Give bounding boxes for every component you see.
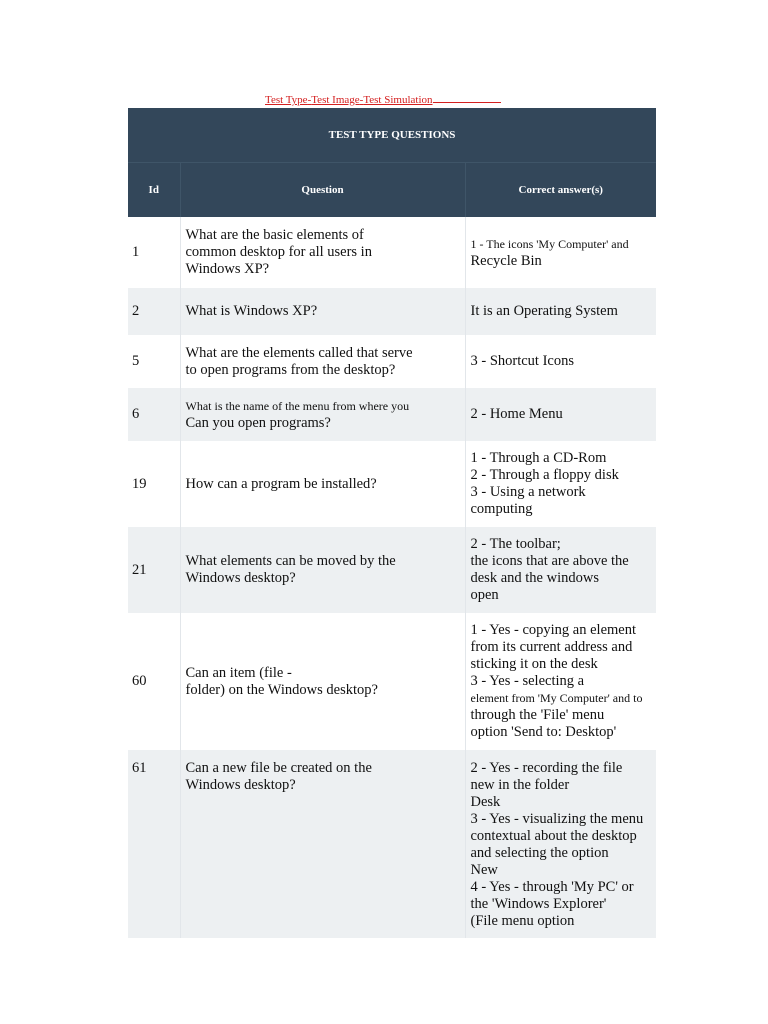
answer-text-line: sticking it on the desk <box>470 656 598 672</box>
question-text-line: What are the basic elements of <box>185 227 364 243</box>
question-text-line: Can an item (file - <box>185 664 292 681</box>
row-id-cell: 6 <box>128 388 180 441</box>
answer-text-line: Desk <box>470 794 501 810</box>
question-text-line: Can a new file be created on the <box>185 760 372 776</box>
answer-text-line: 1 - The icons 'My Computer' and <box>470 236 629 251</box>
question-text-line: Can you open programs? <box>185 414 331 431</box>
question-text-line: common desktop for all users in <box>185 244 372 260</box>
table-row <box>128 217 656 288</box>
question-text-line: What is Windows XP? <box>185 303 318 319</box>
row-question-cell <box>180 217 465 288</box>
answer-text-line: option 'Send to: Desktop' <box>470 724 617 740</box>
answer-text-line: 1 - Through a CD-Rom <box>470 450 607 466</box>
questions-table <box>128 108 656 938</box>
breadcrumb-link-test-image[interactable]: Test Image <box>311 94 360 106</box>
answer-text-line: contextual about the desktop <box>470 828 637 844</box>
row-id-cell: 61 <box>128 750 180 938</box>
row-question-cell <box>180 527 465 613</box>
answer-text-line: new in the folder <box>470 777 570 793</box>
question-text-line: Windows XP? <box>185 261 270 277</box>
row-question-cell <box>180 288 465 335</box>
answer-text-line: (File menu option <box>470 913 575 929</box>
row-question-cell <box>180 388 465 441</box>
question-text-line: Windows desktop? <box>185 777 296 793</box>
row-answer-cell <box>465 388 656 441</box>
row-id-cell: 1 <box>128 217 180 288</box>
table-body <box>128 217 656 938</box>
answer-text-line: It is an Operating System <box>470 303 618 319</box>
answer-text-line: 1 - Yes - copying an element <box>470 622 637 638</box>
row-id-cell: 5 <box>128 335 180 388</box>
breadcrumb-separator: - <box>307 94 312 106</box>
row-question-cell <box>180 750 465 938</box>
question-text-line: How can a program be installed? <box>185 475 377 492</box>
row-answer-cell <box>465 441 656 527</box>
table-row <box>128 750 656 938</box>
breadcrumb-link-test-simulation[interactable]: Test Simulation <box>363 94 433 106</box>
row-answer-cell <box>465 527 656 613</box>
answer-text-line: the 'Windows Explorer' <box>470 896 607 912</box>
row-question-cell <box>180 335 465 388</box>
question-text-line: What elements can be moved by the <box>185 553 396 569</box>
table-row <box>128 335 656 388</box>
answer-text-line: 3 - Yes - selecting a <box>470 673 585 689</box>
answer-text-line: 2 - The toolbar; <box>470 536 561 552</box>
row-question-cell <box>180 613 465 750</box>
answer-text-line: 2 - Home Menu <box>470 406 563 422</box>
column-header-question: Question <box>180 163 465 218</box>
answer-text-line: element from 'My Computer' and to <box>470 691 643 705</box>
question-text-line: folder) on the Windows desktop? <box>185 681 378 698</box>
answer-text-line: and selecting the option <box>470 845 609 861</box>
table-row <box>128 388 656 441</box>
answer-text-line: through the 'File' menu <box>470 707 605 723</box>
question-text-line: Windows desktop? <box>185 570 296 586</box>
breadcrumb-underline-fill <box>433 93 501 103</box>
answer-text-line: open <box>470 587 499 603</box>
answer-text-line: Recycle Bin <box>470 252 542 269</box>
answer-text-line: 3 - Using a network <box>470 484 586 500</box>
breadcrumb-link-test-type[interactable]: Test Type <box>265 94 308 106</box>
answer-text-line: 2 - Through a floppy disk <box>470 467 619 483</box>
question-text-line: to open programs from the desktop? <box>185 361 396 378</box>
table-row <box>128 288 656 335</box>
table-row <box>128 613 656 750</box>
column-header-answer: Correct answer(s) <box>465 163 656 218</box>
answer-text-line: 4 - Yes - through 'My PC' or <box>470 879 634 895</box>
table-row <box>128 441 656 527</box>
table-title: TEST TYPE QUESTIONS <box>128 108 656 163</box>
row-id-cell: 19 <box>128 441 180 527</box>
row-answer-cell <box>465 335 656 388</box>
row-answer-cell <box>465 613 656 750</box>
answer-text-line: 2 - Yes - recording the file <box>470 760 623 776</box>
table-row <box>128 527 656 613</box>
answer-text-line: desk and the windows <box>470 570 599 586</box>
row-answer-cell <box>465 750 656 938</box>
answer-text-line: 3 - Yes - visualizing the menu <box>470 811 644 827</box>
answer-text-line: computing <box>470 501 533 517</box>
question-text-line: What is the name of the menu from where you <box>185 398 410 413</box>
answer-text-line: from its current address and <box>470 639 633 655</box>
row-answer-cell <box>465 217 656 288</box>
breadcrumb[interactable] <box>265 93 511 107</box>
row-question-cell <box>180 441 465 527</box>
table-title-row <box>128 108 656 163</box>
table-header-row <box>128 163 656 218</box>
row-id-cell: 21 <box>128 527 180 613</box>
question-text-line: What are the elements called that serve <box>185 344 413 361</box>
answer-text-line: 3 - Shortcut Icons <box>470 353 574 369</box>
answer-text-line: the icons that are above the <box>470 553 629 569</box>
row-answer-cell <box>465 288 656 335</box>
row-id-cell: 60 <box>128 613 180 750</box>
breadcrumb-separator: - <box>359 94 364 106</box>
column-header-id: Id <box>128 163 180 218</box>
row-id-cell: 2 <box>128 288 180 335</box>
answer-text-line: New <box>470 862 498 878</box>
